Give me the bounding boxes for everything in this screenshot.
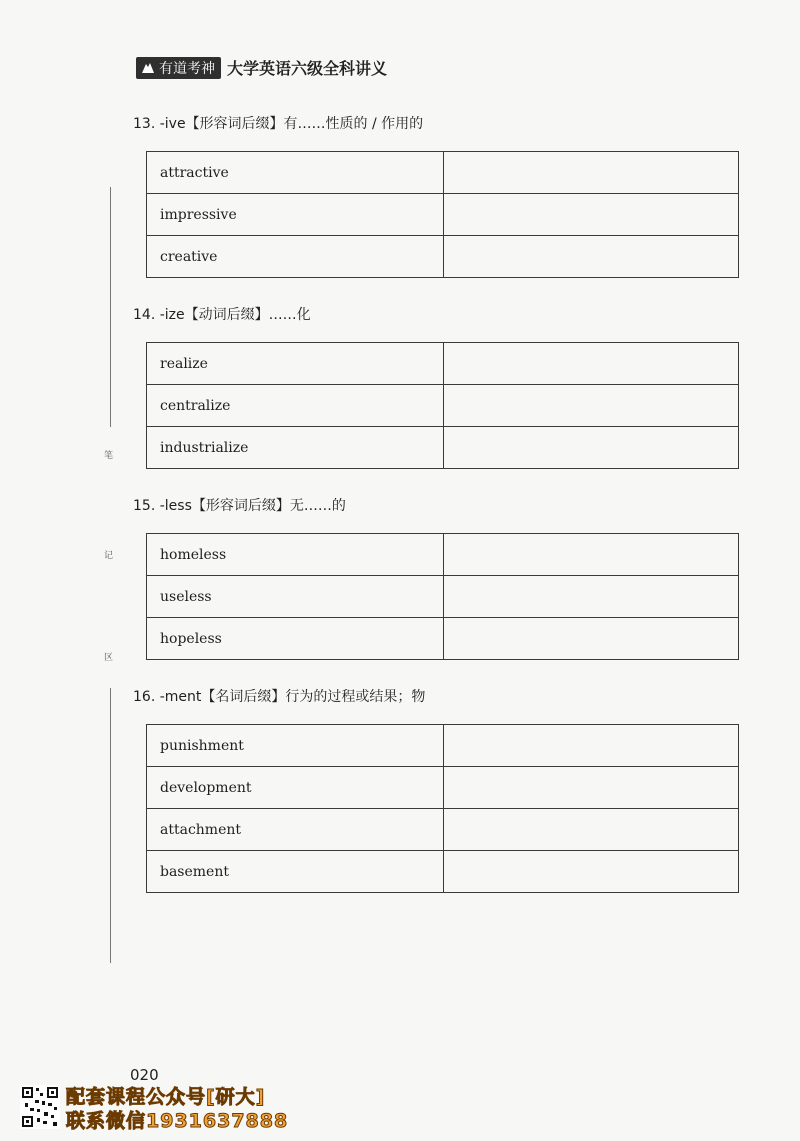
margin-label: 记	[104, 551, 114, 561]
word-cell: creative	[147, 236, 444, 278]
margin-rule-top	[110, 187, 111, 427]
table-row	[147, 236, 739, 278]
blank-cell	[444, 576, 739, 618]
margin-label: 区	[104, 653, 114, 663]
table-row	[147, 343, 739, 385]
word-table	[146, 533, 739, 660]
document-title: 大学英语六级全科讲义	[227, 59, 388, 78]
word-cell: useless	[147, 576, 444, 618]
table-row	[147, 576, 739, 618]
section-title: 13. -ive【形容词后缀】有……性质的 / 作用的	[133, 116, 424, 132]
blank-cell	[444, 851, 739, 893]
table-row	[147, 385, 739, 427]
blank-cell	[444, 767, 739, 809]
table-row	[147, 427, 739, 469]
section-title: 15. -less【形容词后缀】无……的	[133, 498, 346, 514]
page-header	[136, 56, 387, 79]
section-title: 16. -ment【名词后缀】行为的过程或结果；物	[133, 689, 426, 705]
blank-cell	[444, 618, 739, 660]
word-cell: centralize	[147, 385, 444, 427]
table-row	[147, 809, 739, 851]
blank-cell	[444, 534, 739, 576]
blank-cell	[444, 809, 739, 851]
word-cell: basement	[147, 851, 444, 893]
word-table	[146, 342, 739, 469]
blank-cell	[444, 725, 739, 767]
bell-logo-icon	[140, 61, 156, 75]
table-row	[147, 194, 739, 236]
brand-name: 有道考神	[159, 60, 215, 77]
word-cell: hopeless	[147, 618, 444, 660]
table-row	[147, 618, 739, 660]
page-number: 020	[130, 1066, 159, 1084]
blank-cell	[444, 152, 739, 194]
word-cell: realize	[147, 343, 444, 385]
blank-cell	[444, 427, 739, 469]
margin-label: 笔	[104, 451, 114, 461]
word-table	[146, 151, 739, 278]
word-cell: development	[147, 767, 444, 809]
table-row	[147, 152, 739, 194]
word-cell: impressive	[147, 194, 444, 236]
brand-logo	[136, 57, 221, 79]
table-row	[147, 851, 739, 893]
word-table	[146, 724, 739, 893]
blank-cell	[444, 385, 739, 427]
word-cell: punishment	[147, 725, 444, 767]
margin-rule-bottom	[110, 688, 111, 963]
promo-line-1: 配套课程公众号[研大]	[66, 1086, 266, 1108]
word-cell: attractive	[147, 152, 444, 194]
word-cell: industrialize	[147, 427, 444, 469]
promo-line-2: 联系微信1931637888	[66, 1110, 289, 1132]
table-row	[147, 534, 739, 576]
qr-code-icon[interactable]	[20, 1085, 60, 1129]
blank-cell	[444, 194, 739, 236]
section-title: 14. -ize【动词后缀】……化	[133, 307, 311, 323]
blank-cell	[444, 343, 739, 385]
table-row	[147, 767, 739, 809]
table-row	[147, 725, 739, 767]
word-cell: attachment	[147, 809, 444, 851]
blank-cell	[444, 236, 739, 278]
word-cell: homeless	[147, 534, 444, 576]
